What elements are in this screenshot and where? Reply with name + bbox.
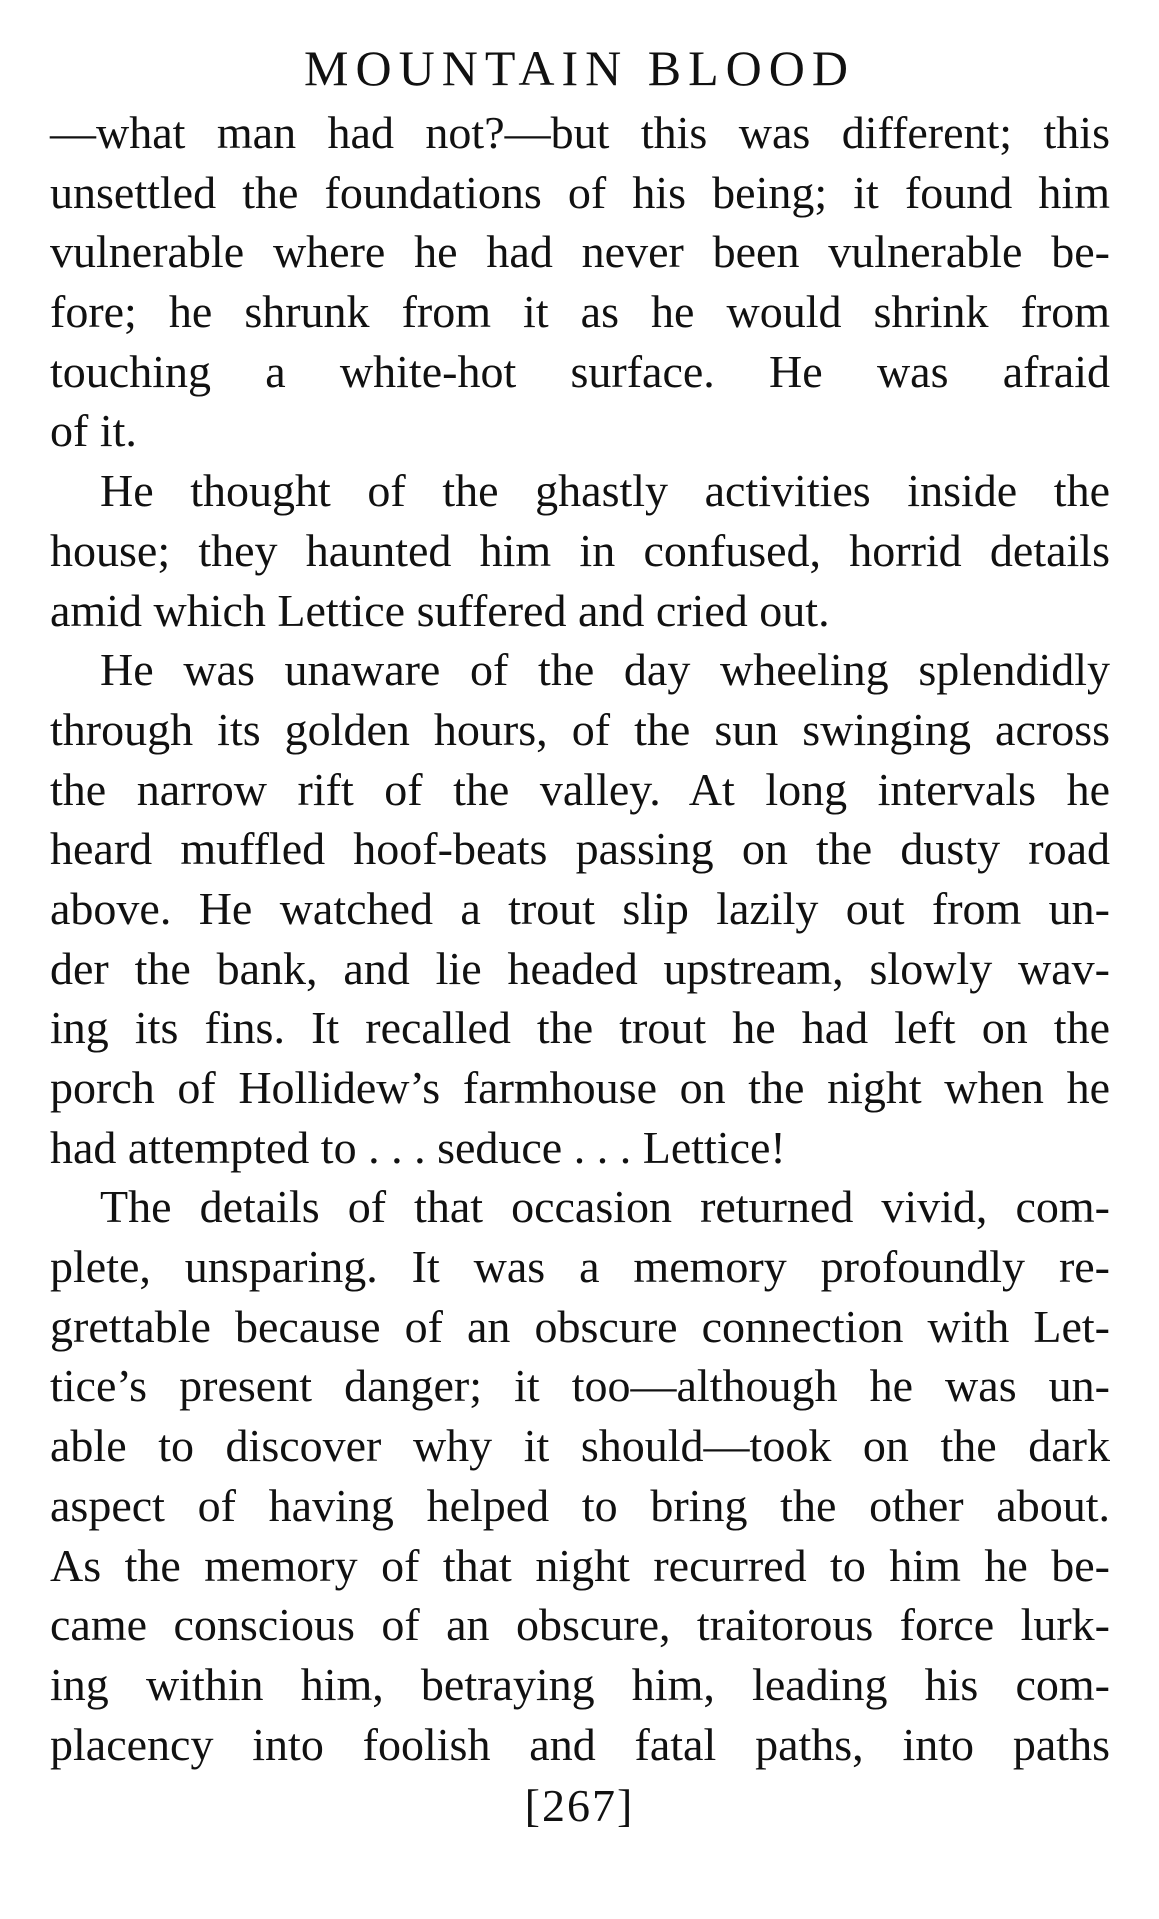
text-line: able to discover why it should—took on the dark	[50, 1420, 1110, 1472]
text-line: tice’s present danger; it too—although he was un-	[50, 1360, 1110, 1412]
text-line: der the bank, and lie headed upstream, slowly wav-	[50, 942, 1110, 994]
text-line: The details of that occasion returned vivid, com-	[100, 1181, 1110, 1233]
text-line: of it.	[50, 405, 137, 457]
text-line: grettable because of an obscure connection with Let-	[50, 1300, 1110, 1352]
text-line: through its golden hours, of the sun swinging across	[50, 703, 1110, 755]
body-text	[50, 103, 1110, 1774]
text-line: came conscious of an obscure, traitorous force lurk-	[50, 1599, 1110, 1651]
text-line: fore; he shrunk from it as he would shrink from	[50, 286, 1110, 338]
text-line: plete, unsparing. It was a memory profoundly re-	[50, 1241, 1110, 1293]
text-line: He was unaware of the day wheeling splendidly	[100, 644, 1110, 696]
text-line: above. He watched a trout slip lazily out from un-	[50, 882, 1110, 934]
text-line: He thought of the ghastly activities inside the	[100, 465, 1110, 517]
text-line: ing within him, betraying him, leading his com-	[50, 1658, 1110, 1710]
text-line: aspect of having helped to bring the other about.	[50, 1479, 1110, 1531]
text-line: had attempted to . . . seduce . . . Lettice!	[50, 1121, 786, 1173]
text-line: the narrow rift of the valley. At long intervals he	[50, 763, 1110, 815]
text-line: house; they haunted him in confused, horrid details	[50, 524, 1110, 576]
text-line: unsettled the foundations of his being; it found him	[50, 166, 1110, 218]
text-line: porch of Hollidew’s farmhouse on the night when he	[50, 1062, 1110, 1113]
text-line: touching a white-hot surface. He was afraid	[50, 345, 1110, 397]
text-line: placency into foolish and fatal paths, into paths	[50, 1718, 1110, 1770]
running-head: MOUNTAIN BLOOD	[304, 40, 855, 96]
text-line: amid which Lettice suffered and cried out.	[50, 584, 830, 636]
text-line: ing its fins. It recalled the trout he had left on the	[50, 1002, 1110, 1054]
text-line: vulnerable where he had never been vulnerable be-	[50, 226, 1110, 278]
page-number: [267]	[524, 1780, 635, 1831]
text-line: heard muffled hoof-beats passing on the dusty road	[50, 823, 1110, 875]
text-line: —what man had not?—but this was different; this	[50, 107, 1110, 158]
text-line: As the memory of that night recurred to him he be-	[50, 1539, 1110, 1591]
